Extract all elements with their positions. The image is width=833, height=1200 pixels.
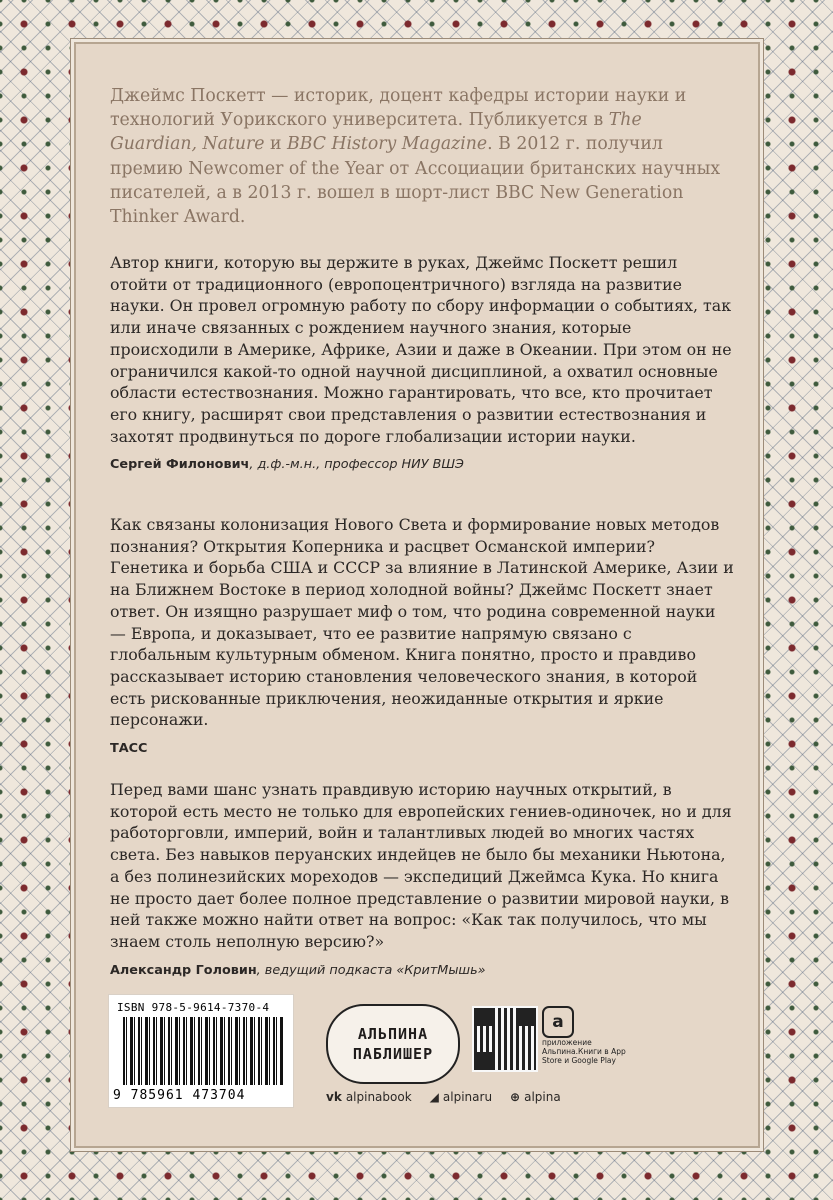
app-note: приложение Альпина.Книги в App Store и Google Play xyxy=(542,1038,626,1065)
review-attribution: ТАСС xyxy=(110,741,148,757)
review-2 xyxy=(110,514,734,757)
publisher-logo: АЛЬПИНА ПАБЛИШЕР xyxy=(326,1004,460,1084)
social-other[interactable]: ⊕ alpina xyxy=(510,1090,561,1104)
review-text: Как связаны колонизация Нового Света и формирование новых методов познания? Открытия Коперника и расцвет Османской империи? Генетика и борьба США и СССР за влияние в Латинской Америке, Азии и на Ближнем Востоке в период холодной войны? Джеймс Поскетт знает ответ. Он изящно разрушает миф о том, что родина современной науки — Европа, и доказывает, что ее развитие напрямую связано с глобальным культурным обменом. Книга понятно, просто и правдиво рассказывает историю становления человеческого знания, в которой есть рискованные приключения, неожиданные открытия и яркие персонажи. xyxy=(110,515,734,730)
social-telegram[interactable]: ◢ alpinaru xyxy=(429,1090,493,1104)
social-links xyxy=(326,1090,561,1104)
vk-icon: vk xyxy=(326,1090,342,1104)
review-3 xyxy=(110,779,734,979)
barcode-icon xyxy=(123,1017,283,1085)
isbn-label: ISBN 978-5-9614-7370-4 xyxy=(117,1001,270,1014)
qr-code-icon xyxy=(472,1006,538,1072)
barcode-digits: 9 785961 473704 xyxy=(113,1088,246,1103)
bio-magazine: BBC History Magazine xyxy=(287,134,488,155)
review-text: Автор книги, которую вы держите в руках, Джеймс Поскетт решил отойти от традиционного (европоцентричного) взгляда на развитие науки. Он провел огромную работу по сбору информации о событиях, так или иначе связанных с рождением научного знания, которые происходили в Америке, Африке, Азии и даже в Океании. При этом он не ограничился какой-то одной научной дисциплиной, а охватил основные области естествознания. Можно гарантировать, что все, кто прочитает его книгу, расширят свои представления о развитии естествознания и захотят продвинуться по дороге глобализации истории науки. xyxy=(110,253,732,446)
bio-publications: The Guardian, Nature xyxy=(110,110,642,155)
telegram-icon: ◢ xyxy=(429,1090,439,1104)
text-panel xyxy=(76,44,758,1146)
review-text: Перед вами шанс узнать правдивую историю научных открытий, в которой есть место не только для европейских гениев-одиночек, но и для работорговли, империй, войн и талантливых людей во многих частях света. Без навыков перуанских индейцев не было бы механики Ньютона, а без полинезийских мореходов — экспедиций Джеймса Кука. Но книга не просто дает более полное представление о развитии мировой науки, в ней также можно найти ответ на вопрос: «Как так получилось, что мы знаем столь неполную версию?» xyxy=(110,780,732,951)
review-1 xyxy=(110,252,734,473)
review-attribution: Сергей Филонович, д.ф.-м.н., профессор НИУ ВШЭ xyxy=(110,457,464,473)
author-bio: Джеймс Поскетт — историк, доцент кафедры истории науки и технологий Уорикского университета. Публикуется в The Guardian, Nature и BBC History Magazine. В 2012 г. получил премию Newcomer of the Year от Ассоциации британских научных писателей, а в 2013 г. вошел в шорт-лист BBC New Generation Thinker Award. xyxy=(110,86,721,228)
plus-circle-icon: ⊕ xyxy=(510,1090,521,1104)
isbn-barcode xyxy=(108,994,294,1108)
social-vk[interactable]: vk alpinabook xyxy=(326,1090,412,1104)
app-logo-icon: a xyxy=(542,1006,574,1038)
review-attribution: Александр Головин, ведущий подкаста «КритМышь» xyxy=(110,962,486,978)
